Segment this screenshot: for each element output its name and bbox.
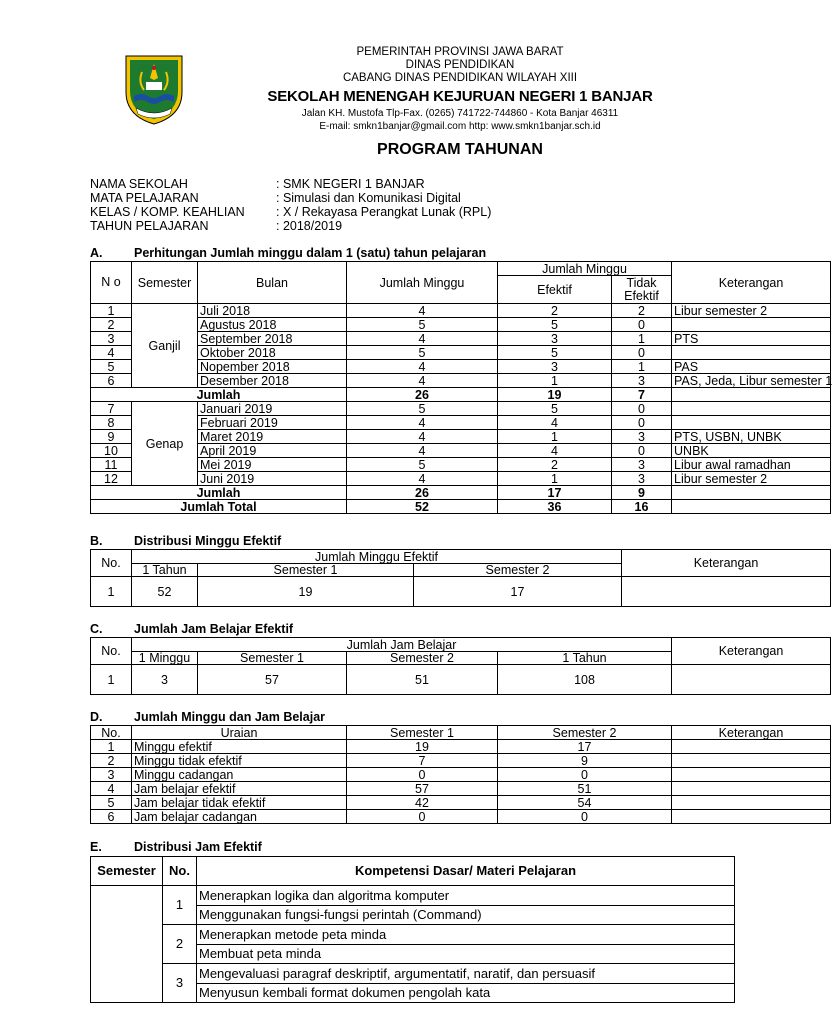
header-branch: CABANG DINAS PENDIDIKAN WILAYAH XIII xyxy=(342,72,578,84)
cell-weeks: 4 xyxy=(347,416,498,430)
col-header-semester-2: Semester 2 xyxy=(414,564,622,577)
cell-notes: Libur awal ramadhan xyxy=(672,458,831,472)
cell-semester-1: 42 xyxy=(347,796,498,810)
subtotal-weeks: 26 xyxy=(347,388,498,402)
cell-effective: 4 xyxy=(498,444,612,458)
cell-no: 8 xyxy=(91,416,132,430)
total-not-effective: 16 xyxy=(612,500,672,514)
subtotal-label: Jumlah xyxy=(91,486,347,500)
cell-semester-2: 17 xyxy=(414,577,622,607)
col-header-description: Uraian xyxy=(132,726,347,740)
cell-semester-1: 57 xyxy=(347,782,498,796)
cell-not-effective: 3 xyxy=(612,472,672,486)
col-header-week: 1 Minggu xyxy=(132,652,198,665)
table-row xyxy=(91,740,831,754)
col-header-semester-1: Semester 1 xyxy=(198,652,347,665)
header-address: Jalan KH. Mustofa Tlp-Fax. (0265) 741722-744860 - Kota Banjar 46311 xyxy=(301,108,619,119)
col-header-group: Jumlah Jam Belajar xyxy=(132,638,672,652)
table-row xyxy=(91,444,831,458)
col-header-effective: Efektif xyxy=(498,276,612,304)
cell-description: Minggu cadangan xyxy=(132,768,347,782)
table-row xyxy=(91,768,831,782)
info-row xyxy=(90,205,491,219)
table-row xyxy=(91,416,831,430)
table-row xyxy=(91,374,831,388)
col-header-no: No. xyxy=(91,638,132,665)
subtotal-effective: 19 xyxy=(498,388,612,402)
cell-notes xyxy=(672,754,831,768)
cell-weeks: 4 xyxy=(347,444,498,458)
cell-notes xyxy=(672,782,831,796)
cell-weeks: 4 xyxy=(347,472,498,486)
table-effective-weeks xyxy=(90,549,831,607)
total-weeks: 52 xyxy=(347,500,498,514)
table-study-hours xyxy=(90,637,831,695)
cell-month: Nopember 2018 xyxy=(198,360,347,374)
col-header-semester: Semester xyxy=(91,857,163,886)
cell-not-effective: 3 xyxy=(612,430,672,444)
total-notes xyxy=(672,500,831,514)
cell-no: 1 xyxy=(91,304,132,318)
cell-no: 6 xyxy=(91,374,132,388)
col-header-no: No. xyxy=(91,550,132,577)
cell-week: 3 xyxy=(132,665,198,695)
header-government: PEMERINTAH PROVINSI JAWA BARAT xyxy=(356,46,564,58)
cell-month: Agustus 2018 xyxy=(198,318,347,332)
cell-month: Juni 2019 xyxy=(198,472,347,486)
cell-semester-2: 54 xyxy=(498,796,672,810)
cell-semester-1: 0 xyxy=(347,768,498,782)
cell-description: Jam belajar efektif xyxy=(132,782,347,796)
cell-semester-1: 0 xyxy=(347,810,498,824)
table-competency-distribution xyxy=(90,856,735,1003)
table-row xyxy=(91,782,831,796)
cell-not-effective: 0 xyxy=(612,402,672,416)
col-header-not-effective: Tidak Efektif xyxy=(612,276,672,304)
col-header-no: No. xyxy=(91,726,132,740)
cell-no: 12 xyxy=(91,472,132,486)
col-header-semester-2: Semester 2 xyxy=(347,652,498,665)
section-letter: C. xyxy=(90,622,103,636)
subtotal-label: Jumlah xyxy=(91,388,347,402)
cell-weeks: 5 xyxy=(347,458,498,472)
table-row xyxy=(91,754,831,768)
cell-effective: 5 xyxy=(498,402,612,416)
info-value: : X / Rekayasa Perangkat Lunak (RPL) xyxy=(276,205,492,219)
subtotal-notes xyxy=(672,486,831,500)
cell-no: 4 xyxy=(91,782,132,796)
table-row xyxy=(91,304,831,318)
table-row xyxy=(91,472,831,486)
cell-description: Minggu tidak efektif xyxy=(132,754,347,768)
section-title: Jumlah Minggu dan Jam Belajar xyxy=(134,710,326,724)
table-row xyxy=(91,430,831,444)
cell-effective: 2 xyxy=(498,458,612,472)
info-label: TAHUN PELAJARAN xyxy=(90,219,209,233)
cell-not-effective: 2 xyxy=(612,304,672,318)
cell-competency: Menerapkan logika dan algoritma komputer xyxy=(197,886,735,906)
cell-month: Februari 2019 xyxy=(198,416,347,430)
cell-month: Oktober 2018 xyxy=(198,346,347,360)
cell-no: 2 xyxy=(91,754,132,768)
info-label: NAMA SEKOLAH xyxy=(90,177,188,191)
cell-no: 5 xyxy=(91,796,132,810)
subtotal-effective: 17 xyxy=(498,486,612,500)
cell-notes: Libur semester 2 xyxy=(672,304,831,318)
cell-month: Maret 2019 xyxy=(198,430,347,444)
cell-semester-2: 51 xyxy=(347,665,498,695)
cell-no: 1 xyxy=(163,886,197,925)
cell-not-effective: 1 xyxy=(612,332,672,346)
cell-semester: Genap xyxy=(132,402,198,486)
table-row xyxy=(91,796,831,810)
info-value: : Simulasi dan Komunikasi Digital xyxy=(276,191,461,205)
document-title: PROGRAM TAHUNAN xyxy=(377,141,543,158)
subtotal-not-effective: 7 xyxy=(612,388,672,402)
col-header-semester-2: Semester 2 xyxy=(498,726,672,740)
cell-year: 108 xyxy=(498,665,672,695)
cell-weeks: 4 xyxy=(347,332,498,346)
cell-no: 4 xyxy=(91,346,132,360)
cell-no: 10 xyxy=(91,444,132,458)
header-department: DINAS PENDIDIKAN xyxy=(405,59,515,71)
table-row xyxy=(91,886,735,906)
subtotal-not-effective: 9 xyxy=(612,486,672,500)
cell-competency: Menerapkan metode peta minda xyxy=(197,925,735,945)
col-header-notes: Keterangan xyxy=(672,262,831,304)
cell-notes: PAS xyxy=(672,360,831,374)
cell-semester-2: 17 xyxy=(498,740,672,754)
info-label: MATA PELAJARAN xyxy=(90,191,199,205)
table-weeks-per-month xyxy=(90,261,831,514)
cell-weeks: 4 xyxy=(347,430,498,444)
cell-semester-1: 7 xyxy=(347,754,498,768)
cell-month: April 2019 xyxy=(198,444,347,458)
cell-no: 6 xyxy=(91,810,132,824)
cell-effective: 1 xyxy=(498,374,612,388)
info-value: : 2018/2019 xyxy=(276,219,343,233)
cell-not-effective: 3 xyxy=(612,458,672,472)
table-weeks-and-hours xyxy=(90,725,831,824)
cell-semester-2: 0 xyxy=(498,768,672,782)
col-header-semester-1: Semester 1 xyxy=(347,726,498,740)
cell-description: Minggu efektif xyxy=(132,740,347,754)
cell-notes xyxy=(672,740,831,754)
cell-semester-1: 19 xyxy=(347,740,498,754)
table-row xyxy=(91,332,831,346)
cell-notes xyxy=(672,402,831,416)
section-letter: B. xyxy=(90,534,103,548)
table-row xyxy=(91,964,735,984)
cell-notes xyxy=(672,318,831,332)
cell-weeks: 4 xyxy=(347,304,498,318)
col-header-competency: Kompetensi Dasar/ Materi Pelajaran xyxy=(197,857,735,886)
cell-effective: 5 xyxy=(498,346,612,360)
col-header-no: No. xyxy=(163,857,197,886)
cell-weeks: 4 xyxy=(347,374,498,388)
cell-effective: 1 xyxy=(498,430,612,444)
cell-no: 9 xyxy=(91,430,132,444)
cell-no: 11 xyxy=(91,458,132,472)
cell-semester-2: 9 xyxy=(498,754,672,768)
section-title: Distribusi Jam Efektif xyxy=(134,840,262,854)
cell-competency: Menyusun kembali format dokumen pengolah kata xyxy=(197,984,735,1003)
cell-semester xyxy=(91,886,163,1003)
cell-semester-1: 57 xyxy=(198,665,347,695)
cell-no: 1 xyxy=(91,740,132,754)
cell-month: Januari 2019 xyxy=(198,402,347,416)
cell-not-effective: 0 xyxy=(612,444,672,458)
section-title: Jumlah Jam Belajar Efektif xyxy=(134,622,294,636)
cell-notes: Libur semester 2 xyxy=(672,472,831,486)
cell-no: 5 xyxy=(91,360,132,374)
cell-effective: 3 xyxy=(498,360,612,374)
col-header-year: 1 Tahun xyxy=(132,564,198,577)
section-title: Perhitungan Jumlah minggu dalam 1 (satu) tahun pelajaran xyxy=(134,246,487,260)
cell-no: 3 xyxy=(91,332,132,346)
cell-not-effective: 0 xyxy=(612,346,672,360)
col-header-notes: Keterangan xyxy=(672,726,831,740)
total-label: Jumlah Total xyxy=(91,500,347,514)
cell-semester: Ganjil xyxy=(132,304,198,388)
cell-competency: Membuat peta minda xyxy=(197,945,735,964)
cell-no: 3 xyxy=(163,964,197,1003)
col-header-notes: Keterangan xyxy=(672,638,831,665)
col-header-weeks: Jumlah Minggu xyxy=(347,262,498,304)
col-header-weeks-group: Jumlah Minggu xyxy=(498,262,672,276)
info-row xyxy=(90,191,461,205)
cell-effective: 1 xyxy=(498,472,612,486)
section-letter: E. xyxy=(90,840,102,854)
cell-no: 2 xyxy=(163,925,197,964)
cell-month: Mei 2019 xyxy=(198,458,347,472)
section-letter: D. xyxy=(90,710,103,724)
info-label: KELAS / KOMP. KEAHLIAN xyxy=(90,205,245,219)
section-letter: A. xyxy=(90,246,103,260)
cell-notes xyxy=(672,796,831,810)
cell-no: 1 xyxy=(91,577,132,607)
west-java-emblem-icon xyxy=(122,52,186,126)
col-header-group: Jumlah Minggu Efektif xyxy=(132,550,622,564)
cell-notes: PTS, USBN, UNBK xyxy=(672,430,831,444)
col-header-month: Bulan xyxy=(198,262,347,304)
cell-weeks: 4 xyxy=(347,360,498,374)
cell-notes xyxy=(622,577,831,607)
cell-notes: PTS xyxy=(672,332,831,346)
cell-month: Desember 2018 xyxy=(198,374,347,388)
table-row xyxy=(91,360,831,374)
info-value: : SMK NEGERI 1 BANJAR xyxy=(276,177,425,191)
cell-weeks: 5 xyxy=(347,402,498,416)
cell-notes xyxy=(672,768,831,782)
table-row xyxy=(91,318,831,332)
info-row xyxy=(90,219,342,233)
cell-semester-2: 0 xyxy=(498,810,672,824)
cell-not-effective: 1 xyxy=(612,360,672,374)
table-row xyxy=(91,458,831,472)
cell-month: Juli 2018 xyxy=(198,304,347,318)
cell-year: 52 xyxy=(132,577,198,607)
cell-effective: 4 xyxy=(498,416,612,430)
cell-weeks: 5 xyxy=(347,346,498,360)
cell-notes xyxy=(672,810,831,824)
cell-competency: Mengevaluasi paragraf deskriptif, argumentatif, naratif, dan persuasif xyxy=(197,964,735,984)
cell-month: September 2018 xyxy=(198,332,347,346)
cell-notes xyxy=(672,416,831,430)
col-header-notes: Keterangan xyxy=(622,550,831,577)
col-header-year: 1 Tahun xyxy=(498,652,672,665)
cell-effective: 2 xyxy=(498,304,612,318)
table-row xyxy=(91,346,831,360)
cell-no: 7 xyxy=(91,402,132,416)
col-header-semester-1: Semester 1 xyxy=(198,564,414,577)
table-row xyxy=(91,925,735,945)
info-row xyxy=(90,177,425,191)
cell-notes xyxy=(672,346,831,360)
table-row xyxy=(91,810,831,824)
table-row xyxy=(91,402,831,416)
header-contact: E-mail: smkn1banjar@gmail.com http: www.smkn1banjar.sch.id xyxy=(319,121,601,132)
col-header-semester: Semester xyxy=(132,262,198,304)
cell-effective: 5 xyxy=(498,318,612,332)
cell-description: Jam belajar cadangan xyxy=(132,810,347,824)
section-title: Distribusi Minggu Efektif xyxy=(134,534,282,548)
cell-no: 2 xyxy=(91,318,132,332)
cell-not-effective: 0 xyxy=(612,416,672,430)
cell-competency: Menggunakan fungsi-fungsi perintah (Command) xyxy=(197,906,735,925)
cell-no: 3 xyxy=(91,768,132,782)
cell-not-effective: 3 xyxy=(612,374,672,388)
total-effective: 36 xyxy=(498,500,612,514)
cell-semester-2: 51 xyxy=(498,782,672,796)
subtotal-notes xyxy=(672,388,831,402)
cell-no: 1 xyxy=(91,665,132,695)
cell-weeks: 5 xyxy=(347,318,498,332)
cell-notes xyxy=(672,665,831,695)
cell-effective: 3 xyxy=(498,332,612,346)
subtotal-weeks: 26 xyxy=(347,486,498,500)
col-header-no: N o xyxy=(91,262,132,304)
cell-not-effective: 0 xyxy=(612,318,672,332)
cell-description: Jam belajar tidak efektif xyxy=(132,796,347,810)
cell-notes: PAS, Jeda, Libur semester 1 xyxy=(672,374,831,388)
header-school-name: SEKOLAH MENENGAH KEJURUAN NEGERI 1 BANJAR xyxy=(267,88,653,105)
cell-notes: UNBK xyxy=(672,444,831,458)
cell-semester-1: 19 xyxy=(198,577,414,607)
